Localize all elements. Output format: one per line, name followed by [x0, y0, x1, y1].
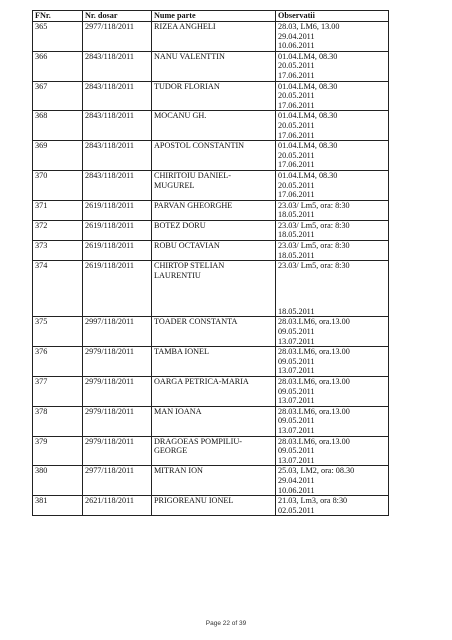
observation-line: 18.05.2011 — [278, 250, 315, 260]
observation-line: 28.03.LM6, ora.13.00 — [278, 347, 350, 357]
header-row — [33, 11, 389, 22]
observation-line: 20.05.2011 — [278, 120, 315, 130]
party-name-line: TAMBA IONEL — [154, 347, 210, 357]
case-number: 2997/118/2011 — [83, 317, 152, 347]
party-name — [152, 406, 276, 436]
case-number: 2619/118/2011 — [83, 220, 152, 240]
table-row — [33, 406, 389, 436]
table-row — [33, 436, 389, 466]
row-number: 371 — [33, 200, 83, 220]
row-number: 377 — [33, 377, 83, 407]
observation-line: 01.04.LM4, 08.30 — [278, 51, 338, 61]
case-number: 2843/118/2011 — [83, 51, 152, 81]
row-number: 367 — [33, 81, 83, 111]
case-number: 2979/118/2011 — [83, 436, 152, 466]
observation-line: 28.03.LM6, ora.13.00 — [278, 406, 350, 416]
party-name-line: NANU VALENTTIN — [154, 51, 225, 61]
observation-line: 28.03, LM6, 13.00 — [278, 22, 340, 31]
observation-line: 10.06.2011 — [278, 41, 315, 51]
observation-line: 28.03.LM6, ora.13.00 — [278, 317, 350, 327]
table-row — [33, 317, 389, 347]
row-number: 374 — [33, 261, 83, 317]
observation-line: 01.04.LM4, 08.30 — [278, 81, 338, 91]
observation-line: 01.04.LM4, 08.30 — [278, 170, 338, 180]
party-name — [152, 377, 276, 407]
observation-line: 13.07.2011 — [278, 336, 315, 346]
observation-line: 17.06.2011 — [278, 160, 315, 170]
party-name — [152, 317, 276, 347]
observation-line: 28.03.LM6, ora.13.00 — [278, 436, 350, 446]
party-name — [152, 200, 276, 220]
observation-line: 13.07.2011 — [278, 396, 315, 406]
row-number: 376 — [33, 347, 83, 377]
case-number: 2979/118/2011 — [83, 347, 152, 377]
row-number: 372 — [33, 220, 83, 240]
observation-line: 18.05.2011 — [278, 306, 315, 316]
party-name-line: OARGA PETRICA-MARIA — [154, 377, 249, 386]
observation-line: 23.03/ Lm5, ora: 8:30 — [278, 261, 350, 271]
observations — [276, 200, 389, 220]
observation-line: 18.05.2011 — [278, 230, 315, 240]
party-name-line: APOSTOL CONSTANTIN — [154, 141, 245, 151]
table-row — [33, 111, 389, 141]
table-row — [33, 261, 389, 317]
header-observatii: Observatii — [276, 11, 389, 22]
case-number: 2619/118/2011 — [83, 241, 152, 261]
observations — [276, 81, 389, 111]
party-name — [152, 436, 276, 466]
observation-line: 29.04.2011 — [278, 475, 315, 485]
party-name-line: ROBU OCTAVIAN — [154, 241, 220, 251]
observation-line: 09.05.2011 — [278, 327, 315, 337]
row-number: 366 — [33, 51, 83, 81]
observation-line: 18.05.2011 — [278, 210, 315, 220]
observations — [276, 496, 389, 516]
observation-line: 17.06.2011 — [278, 190, 315, 200]
observations — [276, 141, 389, 171]
observations — [276, 317, 389, 347]
observation-line: 23.03/ Lm5, ora: 8:30 — [278, 200, 350, 210]
observations — [276, 466, 389, 496]
observations — [276, 170, 389, 200]
observation-line: 17.06.2011 — [278, 100, 315, 110]
party-name — [152, 496, 276, 516]
row-number: 381 — [33, 496, 83, 516]
observation-line: 09.05.2011 — [278, 416, 315, 426]
table-row — [33, 496, 389, 516]
party-name — [152, 241, 276, 261]
party-name — [152, 261, 276, 317]
observation-line: 23.03/ Lm5, ora: 8:30 — [278, 220, 350, 230]
table-row — [33, 51, 389, 81]
observations — [276, 261, 389, 317]
case-number: 2979/118/2011 — [83, 406, 152, 436]
row-number: 368 — [33, 111, 83, 141]
table-row — [33, 170, 389, 200]
observations — [276, 436, 389, 466]
header-nume-parte: Nume parte — [152, 11, 276, 22]
observation-line: 13.07.2011 — [278, 425, 315, 435]
observations — [276, 241, 389, 261]
party-name-line: PARVAN GHEORGHE — [154, 200, 233, 210]
party-name-line: TUDOR FLORIAN — [154, 81, 220, 91]
table-row — [33, 377, 389, 407]
row-number: 378 — [33, 406, 83, 436]
row-number: 380 — [33, 466, 83, 496]
case-number: 2619/118/2011 — [83, 261, 152, 317]
observation-line: 02.05.2011 — [278, 505, 315, 515]
case-number: 2843/118/2011 — [83, 170, 152, 200]
party-name-line: BOTEZ DORU — [154, 220, 206, 230]
observation-line: 01.04.LM4, 08.30 — [278, 141, 338, 151]
table-row — [33, 347, 389, 377]
observations — [276, 111, 389, 141]
case-number: 2843/118/2011 — [83, 81, 152, 111]
observations — [276, 51, 389, 81]
observation-spacer — [278, 271, 386, 307]
observations — [276, 220, 389, 240]
observations — [276, 347, 389, 377]
party-name-line: MOCANU GH. — [154, 111, 207, 121]
party-name-line: MAN IOANA — [154, 406, 202, 416]
party-name — [152, 111, 276, 141]
table-body — [33, 22, 389, 516]
case-register-table — [32, 10, 389, 516]
case-number: 2979/118/2011 — [83, 377, 152, 407]
party-name — [152, 466, 276, 496]
party-name-line: MITRAN ION — [154, 466, 203, 476]
observations — [276, 406, 389, 436]
header-fnr: FNr. — [33, 11, 83, 22]
observations — [276, 377, 389, 407]
party-name — [152, 22, 276, 52]
table-row — [33, 141, 389, 171]
party-name-line: RIZEA ANGHELI — [154, 22, 216, 31]
party-name-line: DRAGOEAS POMPILIU- — [154, 436, 243, 446]
observations — [276, 22, 389, 52]
table-row — [33, 466, 389, 496]
page-footer: Page 22 of 39 — [205, 620, 247, 627]
row-number: 370 — [33, 170, 83, 200]
row-number: 365 — [33, 22, 83, 52]
party-name-line: PRIGOREANU IONEL — [154, 496, 234, 506]
row-number: 375 — [33, 317, 83, 347]
observation-line: 21.03, Lm3, ora 8:30 — [278, 496, 348, 506]
party-name — [152, 81, 276, 111]
case-number: 2843/118/2011 — [83, 111, 152, 141]
observation-line: 20.05.2011 — [278, 150, 315, 160]
case-number: 2621/118/2011 — [83, 496, 152, 516]
party-name — [152, 170, 276, 200]
table-row — [33, 220, 389, 240]
observation-line: 17.06.2011 — [278, 130, 315, 140]
observation-line: 17.06.2011 — [278, 70, 315, 80]
case-number: 2619/118/2011 — [83, 200, 152, 220]
party-name — [152, 220, 276, 240]
party-name-line: GEORGE — [154, 446, 188, 456]
observation-line: 20.05.2011 — [278, 61, 315, 71]
row-number: 373 — [33, 241, 83, 261]
row-number: 369 — [33, 141, 83, 171]
party-name-line: MUGUREL — [154, 180, 195, 190]
party-name-line: CHIRTOP STELIAN — [154, 261, 225, 271]
observation-line: 20.05.2011 — [278, 91, 315, 101]
party-name — [152, 347, 276, 377]
table-row — [33, 241, 389, 261]
party-name — [152, 141, 276, 171]
observation-line: 09.05.2011 — [278, 386, 315, 396]
header-nr-dosar: Nr. dosar — [83, 11, 152, 22]
observation-line: 13.07.2011 — [278, 455, 315, 465]
observation-line: 28.03.LM6, ora.13.00 — [278, 377, 350, 386]
table-row — [33, 81, 389, 111]
party-name-line: LAURENTIU — [154, 270, 201, 280]
party-name-line: CHIRITOIU DANIEL- — [154, 170, 231, 180]
row-number: 379 — [33, 436, 83, 466]
party-name — [152, 51, 276, 81]
case-number: 2843/118/2011 — [83, 141, 152, 171]
table-row — [33, 200, 389, 220]
observation-line: 23.03/ Lm5, ora: 8:30 — [278, 241, 350, 251]
case-number: 2977/118/2011 — [83, 466, 152, 496]
observation-line: 09.05.2011 — [278, 446, 315, 456]
observation-line: 13.07.2011 — [278, 366, 315, 376]
observation-line: 09.05.2011 — [278, 356, 315, 366]
case-number: 2977/118/2011 — [83, 22, 152, 52]
table-row — [33, 22, 389, 52]
observation-line: 20.05.2011 — [278, 180, 315, 190]
observation-line: 25.03, LM2, ora: 08.30 — [278, 466, 355, 476]
party-name-line: TOADER CONSTANTA — [154, 317, 238, 327]
observation-line: 10.06.2011 — [278, 485, 315, 495]
observation-line: 29.04.2011 — [278, 31, 315, 41]
observation-line: 01.04.LM4, 08.30 — [278, 111, 338, 121]
